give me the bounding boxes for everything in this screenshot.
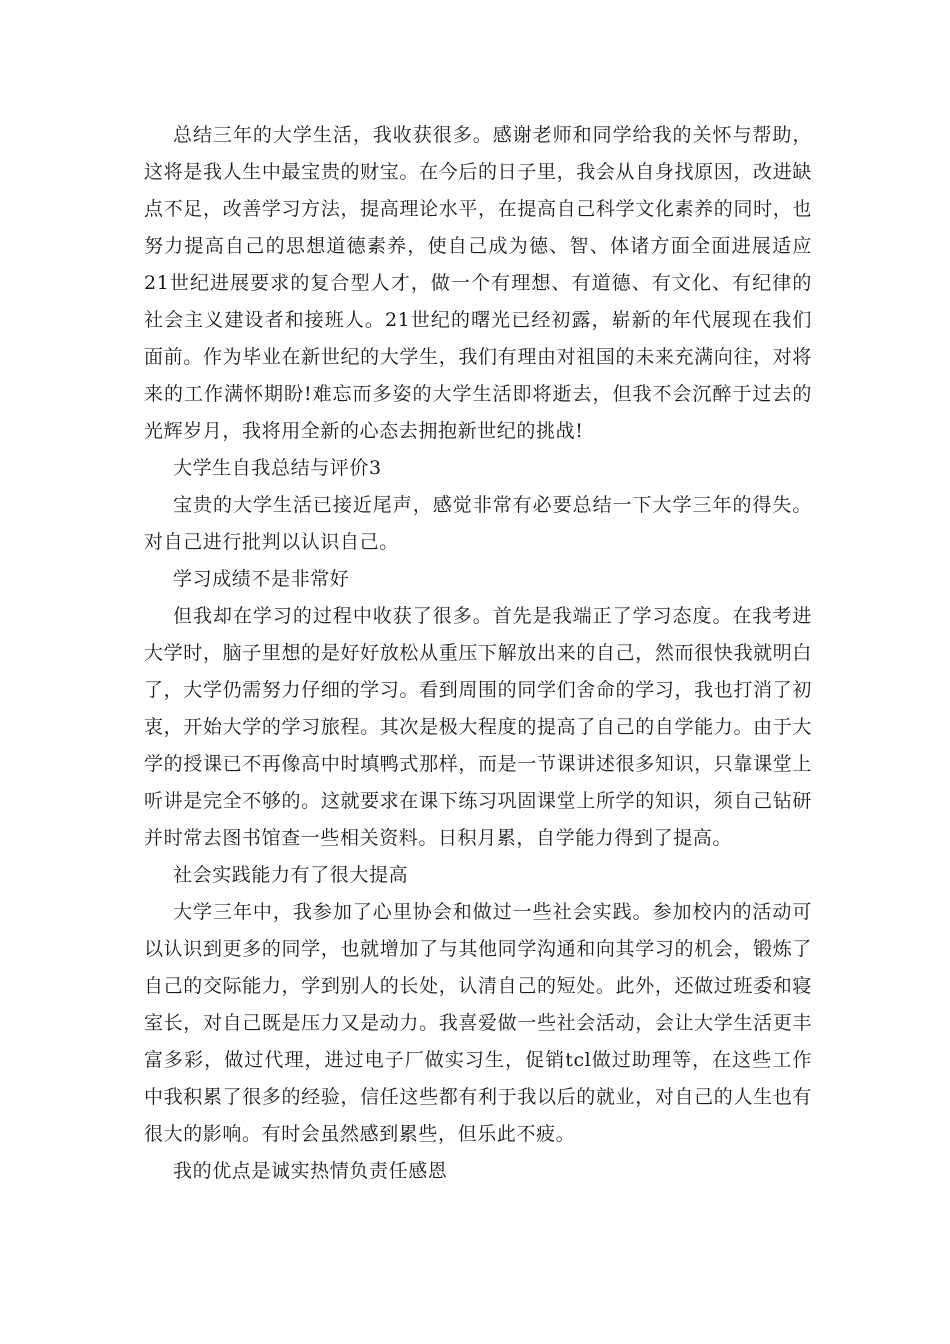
paragraph-introduction: 宝贵的大学生活已接近尾声，感觉非常有必要总结一下大学三年的得失。对自己进行批判以认识自己。 <box>144 494 812 553</box>
paragraph-summary-conclusion: 总结三年的大学生活，我收获很多。感谢老师和同学给我的关怀与帮助，这将是我人生中最宝贵的财宝。在今后的日子里，我会从自身找原因，改进缺点不足，改善学习方法，提高理论水平，在提高自己科学文化素养的同时，也努力提高自己的思想道德素养，使自己成为德、智、体诸方面全面进展适应21世纪进展要求的复合型人才，做一个有理想、有道德、有文化、有纪律的社会主义建设者和接班人。21世纪的曙光已经初露，崭新的年代展现在我们面前。作为毕业在新世纪的大学生，我们有理由对祖国的未来充满向往，对将来的工作满怀期盼!难忘而多姿的大学生活即将逝去，但我不会沉醉于过去的光辉岁月，我将用全新的心态去拥抱新世纪的挑战! <box>144 124 812 442</box>
subheading-strengths: 我的优点是诚实热情负责任感恩 <box>173 1160 448 1182</box>
document-body <box>144 117 812 1190</box>
paragraph-study-gains: 但我却在学习的过程中收获了很多。首先是我端正了学习态度。在我考进大学时，脑子里想的是好好放松从重压下解放出来的自己，然而很快我就明白了，大学仍需努力仔细的学习。看到周围的同学们舍命的学习，我也打消了初衷，开始大学的学习旅程。其次是极大程度的提高了自己的自学能力。由于大学的授课已不再像高中时填鸭式那样，而是一节课讲述很多知识，只靠课堂上听讲是完全不够的。这就要求在课下练习巩固课堂上所学的知识，须自己钻研并时常去图书馆查一些相关资料。日积月累，自学能力得到了提高。 <box>144 605 812 849</box>
paragraph-social-practice: 大学三年中，我参加了心里协会和做过一些社会实践。参加校内的活动可以认识到更多的同学，也就增加了与其他同学沟通和向其学习的机会，锻炼了自己的交际能力，学到别人的长处，认清自己的短处。此外，还做过班委和寝室长，对自己既是压力又是动力。我喜爱做一些社会活动，会让大学生活更丰富多彩，做过代理，进过电子厂做实习生，促销tcl做过助理等，在这些工作中我积累了很多的经验，信任这些都有利于我以后的就业，对自己的人生也有很大的影响。有时会虽然感到累些，但乐此不疲。 <box>144 901 812 1145</box>
section-heading-self-evaluation-3: 大学生自我总结与评价3 <box>173 457 382 479</box>
subheading-academic-performance: 学习成绩不是非常好 <box>173 568 350 590</box>
subheading-social-practice: 社会实践能力有了很大提高 <box>173 864 409 886</box>
